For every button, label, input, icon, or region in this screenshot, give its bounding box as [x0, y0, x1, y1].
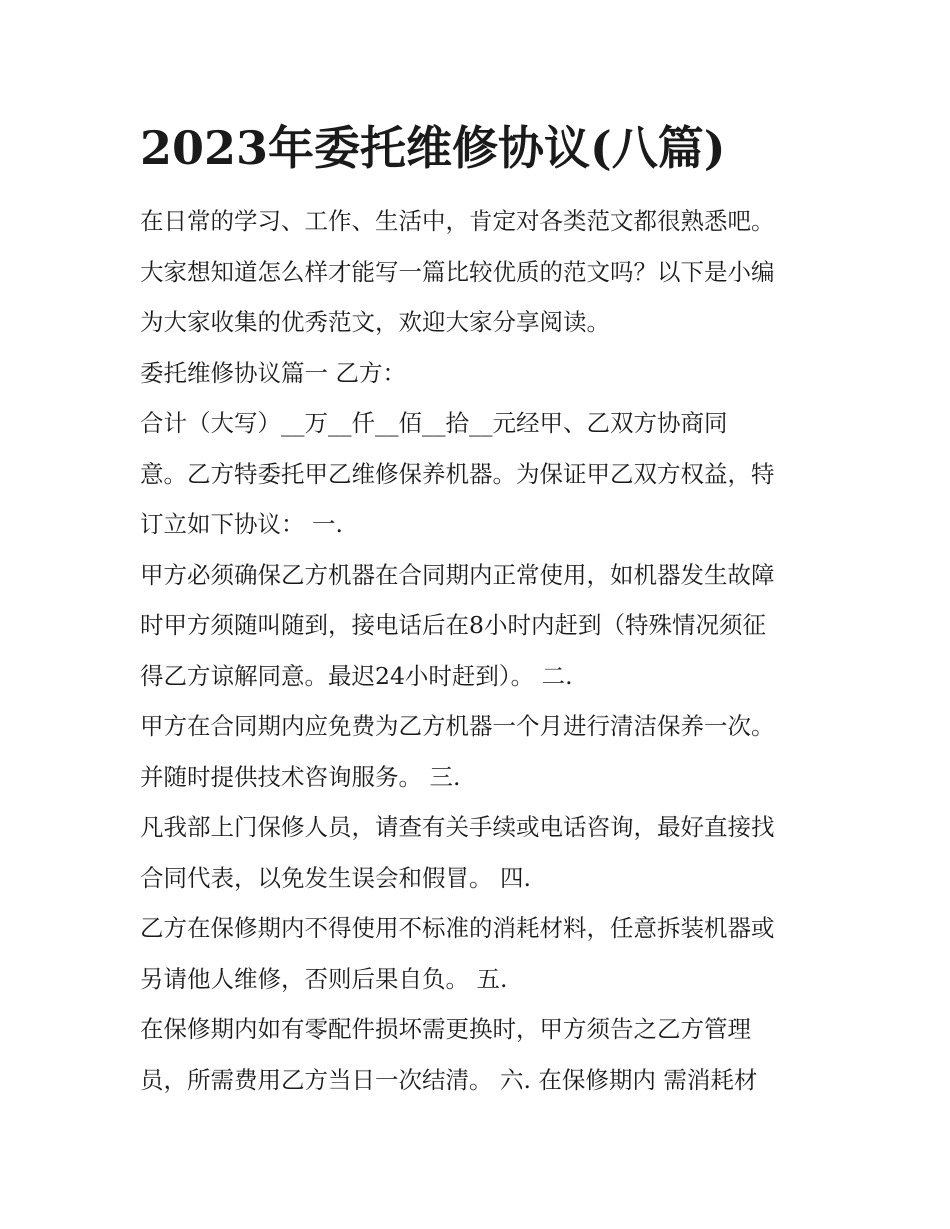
body-line: 在日常的学习、工作、生活中，肯定对各类范文都很熟悉吧。 [140, 207, 775, 235]
body-line: 时甲方须随叫随到，接电话后在8小时内赶到（特殊情况须征 [140, 611, 766, 639]
body-line: 另请他人维修，否则后果自负。 五. [140, 964, 508, 993]
document-body [140, 196, 820, 1105]
body-line: 并随时提供技术咨询服务。 三. [140, 762, 461, 791]
section-heading: 委托维修协议篇一 乙方： [140, 358, 406, 387]
body-line: 员，所需费用乙方当日一次结清。 六. 在保修期内 需消耗材 [140, 1065, 758, 1094]
body-line: 为大家收集的优秀范文，欢迎大家分享阅读。 [140, 308, 610, 336]
body-line: 合同代表，以免发生误会和假冒。 四. [140, 863, 531, 892]
body-line: 乙方在保修期内不得使用不标准的消耗材料，任意拆装机器或 [140, 914, 775, 942]
body-line: 甲方必须确保乙方机器在合同期内正常使用，如机器发生故障 [140, 560, 775, 589]
body-line: 大家想知道怎么样才能写一篇比较优质的范文吗？以下是小编 [140, 257, 775, 286]
body-line: 合计（大写）__万__仟__佰__拾__元经甲、乙双方协商同 [140, 409, 728, 437]
body-line: 订立如下协议： 一. [140, 510, 343, 538]
body-line: 在保修期内如有零配件损坏需更换时，甲方须告之乙方管理 [140, 1015, 751, 1043]
document-title: 2023年委托维修协议(八篇) [140, 121, 726, 175]
body-line: 意。乙方特委托甲乙维修保养机器。为保证甲乙双方权益，特 [140, 459, 775, 488]
body-line: 凡我部上门保修人员，请查有关手续或电话咨询，最好直接找 [140, 813, 775, 841]
body-line: 得乙方谅解同意。最迟24小时赶到）。 二. [140, 661, 573, 690]
body-line: 甲方在合同期内应免费为乙方机器一个月进行清洁保养一次。 [140, 712, 775, 740]
